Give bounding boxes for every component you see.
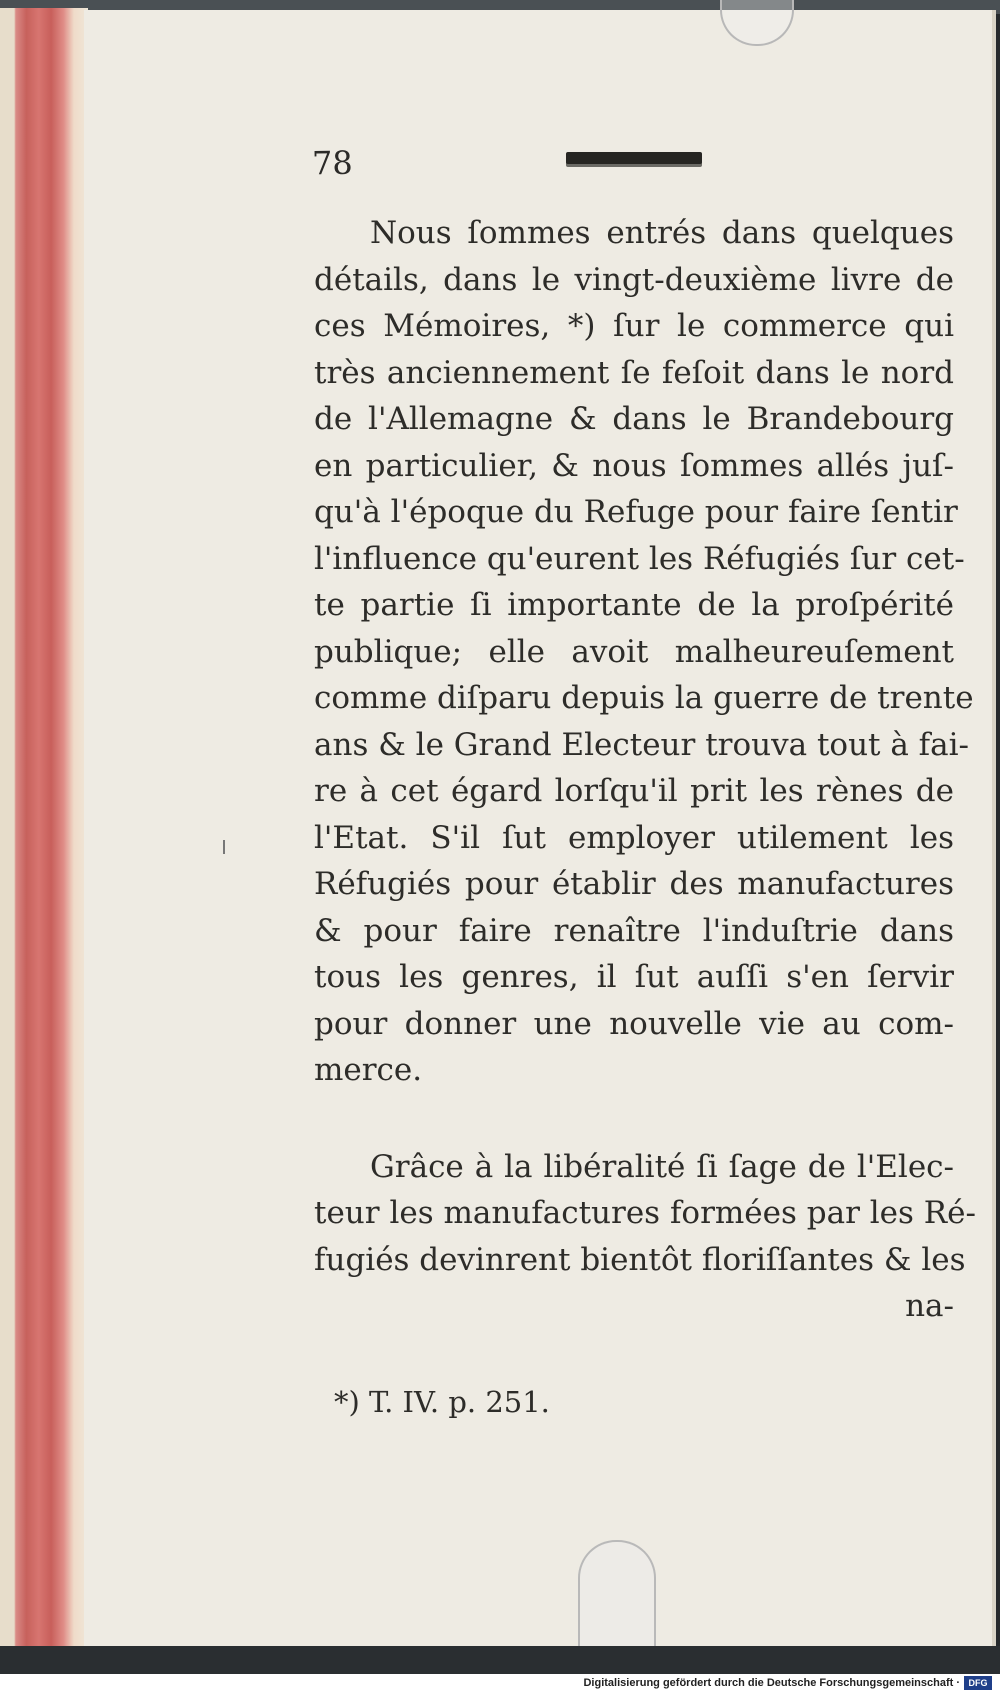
footnote: *) T. IV. p. 251.: [334, 1385, 550, 1419]
text-line: ans & le Grand Electeur trouva tout à fai-: [314, 726, 970, 763]
text-line: & pour faire renaître l'induſtrie dans: [314, 912, 954, 949]
text-line: très anciennement ſe feſoit dans le nord: [314, 354, 954, 391]
text-line: qu'à l'époque du Refuge pour faire ſentir: [314, 494, 958, 530]
text-line: l'influence qu'eurent les Réfugiés ſur cet-: [314, 540, 965, 577]
catchword: na-: [905, 1288, 954, 1324]
page-clip-bottom: [578, 1540, 656, 1662]
text-line: tous les genres, il ſut auſſi s'en ſervir: [314, 959, 954, 995]
text-line: Réfugiés pour établir des manufactures: [314, 866, 954, 902]
text-line: re à cet égard lorſqu'il prit les rènes de: [314, 773, 954, 809]
text-line: publique; elle avoit malheureuſement: [314, 633, 954, 670]
text-line: détails, dans le vingt-deuxième livre de: [314, 261, 954, 298]
book-bottom-edge: [0, 1646, 1000, 1676]
text-line: comme diſparu depuis la guerre de trente: [314, 680, 974, 716]
text-line: Grâce à la libéralité ſi ſage de l'Elec-: [370, 1148, 954, 1185]
page-number: 78: [311, 143, 354, 183]
text-line: Nous ſommes entrés dans quelques: [370, 215, 954, 251]
dfg-logo: DFG: [964, 1676, 992, 1690]
text-line: merce.: [314, 1052, 423, 1088]
page-edge-stack: [0, 8, 88, 1648]
text-line: l'Etat. S'il ſut employer utilement les: [314, 819, 954, 856]
text-line: en particulier, & nous ſommes allés juſ-: [314, 447, 954, 484]
text-line: fugiés devinrent bientôt floriſſantes & les: [314, 1241, 966, 1278]
header-ornament-rule: [566, 152, 702, 164]
text-line: teur les manufactures formées par les Ré-: [314, 1195, 976, 1231]
text-line: te partie ſi importante de la proſpérité: [314, 587, 954, 623]
body-text: [314, 210, 976, 1330]
text-line: ces Mémoires, *) ſur le commerce qui: [314, 308, 954, 344]
text-line: pour donner une nouvelle vie au com-: [314, 1005, 954, 1042]
margin-mark: [223, 840, 225, 854]
text-line: de l'Allemagne & dans le Brandebourg: [314, 401, 954, 437]
paragraph-gap: [314, 1094, 954, 1144]
digitization-credit: Digitalisierung gefördert durch die Deutsche Forschungsgemeinschaft ·: [583, 1677, 960, 1689]
